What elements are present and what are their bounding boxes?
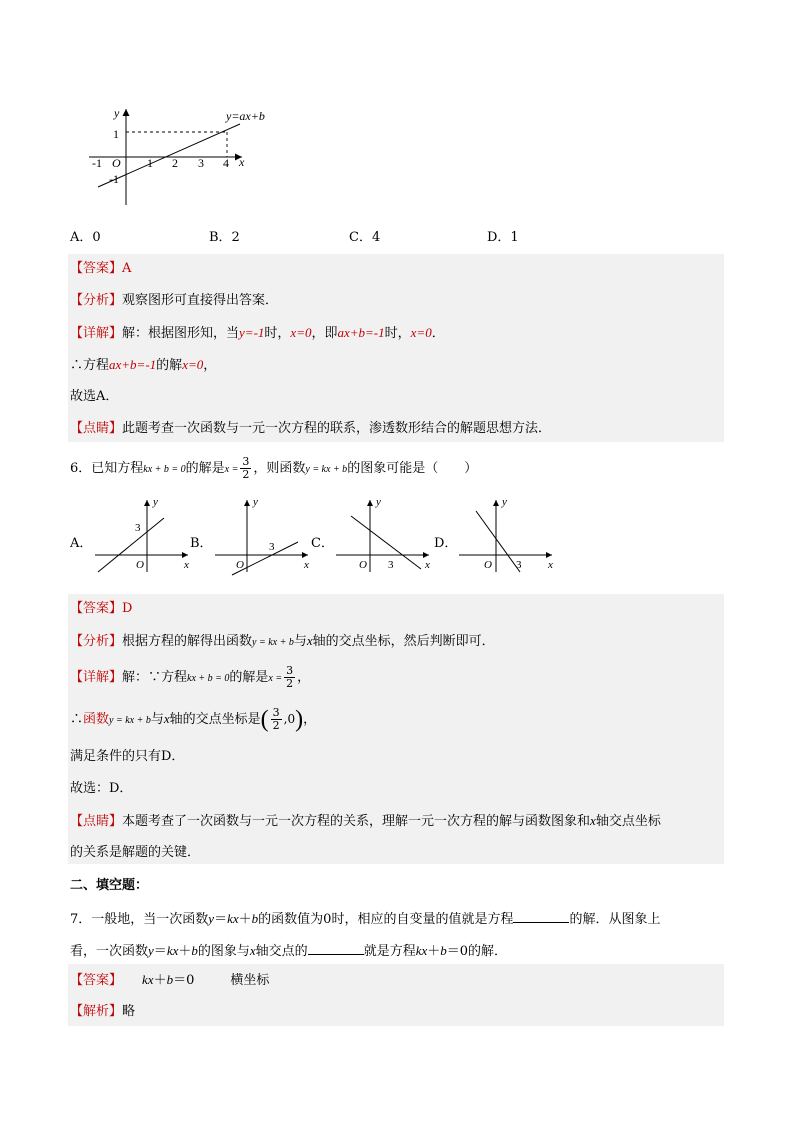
svg-text:x: x <box>184 559 189 571</box>
svg-text:x: x <box>425 559 430 571</box>
q7-blank-1[interactable] <box>513 908 569 923</box>
svg-text:O: O <box>136 559 144 571</box>
origin-label: O <box>112 156 121 170</box>
tick-x3: 3 <box>198 156 204 170</box>
q6-stem: 6．已知方程kx + b = 0的解是x = $\frac{3}{2}$ ，则函数y = kx + b的图象可能是（ ） <box>70 455 478 481</box>
q5-solution-block <box>68 254 724 442</box>
q7-answer: 【答案】 kx＋b＝0 横坐标 <box>70 972 270 988</box>
q5-option-d: D．1 <box>487 230 519 245</box>
x-axis-label: x <box>239 155 245 169</box>
q5-therefore: ∴方程ax+b=-1的解x=0， <box>70 357 217 373</box>
svg-text:x: x <box>304 559 309 571</box>
tick-x4: 4 <box>223 156 229 170</box>
q5-choose: 故选A． <box>70 389 119 404</box>
q6-option-d-label: D． <box>434 536 458 551</box>
q7-line2: 看，一次函数y＝kx＋b的图象与x轴交点的 就是方程kx＋b＝0的解． <box>70 940 507 962</box>
q6-graph-d <box>456 494 560 576</box>
q6-only: 满足条件的只有D． <box>70 749 185 764</box>
q5-detail: 【详解】解：根据图形知，当y=-1时，x=0，即ax+b=-1时，x=0． <box>70 325 445 341</box>
q6-therefore-fraction: $\frac{3}{2}$ <box>272 706 280 732</box>
graph-a-line <box>98 518 164 572</box>
graph-d-line <box>476 511 520 572</box>
q6-option-c-label: C． <box>311 536 334 551</box>
q5-option-a: A．0 <box>70 230 101 245</box>
q6-detail-fraction: $\frac{3}{2}$ <box>286 664 294 690</box>
q6-comment: 【点睛】本题考查了一次函数与一元一次方程的关系，理解一元一次方程的解与函数图象和x轴交点坐标 <box>70 813 661 829</box>
q5-graph <box>84 102 284 212</box>
svg-text:3: 3 <box>388 559 394 571</box>
q5-analysis: 【分析】观察图形可直接得出答案． <box>70 293 279 308</box>
q7-blank-2[interactable] <box>308 940 364 955</box>
y-axis-arrow <box>123 109 130 116</box>
q5-comment: 【点睛】此题考查一次函数与一元一次方程的联系，渗透数形结合的解题思想方法． <box>70 421 552 436</box>
tick-xm1: -1 <box>92 156 102 170</box>
q6-option-a-label: A． <box>70 536 93 551</box>
section-title: 二、填空题： <box>70 878 149 893</box>
q5-option-c: C．4 <box>349 230 381 245</box>
tick-ym1: -1 <box>109 172 119 186</box>
svg-text:y: y <box>153 496 158 508</box>
q6-therefore: ∴函数y = kx + b与x轴的交点坐标是( $\frac{3}{2}$ ,0)， <box>70 706 317 733</box>
tick-y1: 1 <box>113 127 119 141</box>
q6-choose: 故选：D． <box>70 781 133 796</box>
svg-text:x: x <box>548 559 553 571</box>
svg-text:O: O <box>236 559 244 571</box>
svg-text:3: 3 <box>516 559 522 571</box>
curve-label: y=ax+b <box>226 109 265 123</box>
svg-text:O: O <box>359 559 367 571</box>
tick-x2: 2 <box>172 156 178 170</box>
q5-answer: 【答案】A <box>70 261 132 276</box>
q6-analysis: 【分析】根据方程的解得出函数y = kx + b与x轴的交点坐标，然后判断即可． <box>70 633 495 649</box>
svg-text:y: y <box>502 496 507 508</box>
q7-explain: 【解析】略 <box>70 1004 136 1019</box>
q6-option-b-label: B． <box>190 536 213 551</box>
q6-detail: 【详解】解：∵方程kx + b = 0的解是x = $\frac{3}{2}$ ， <box>70 664 311 690</box>
q6-comment-cont: 的关系是解题的关键． <box>70 845 201 860</box>
svg-text:O: O <box>484 559 492 571</box>
q6-graph-b <box>212 494 316 576</box>
q5-option-b: B．2 <box>209 230 240 245</box>
q6-answer: 【答案】D <box>70 601 133 616</box>
svg-text:3: 3 <box>135 522 141 534</box>
q6-graph-a <box>92 494 196 576</box>
q6-stem-fraction: $\frac{3}{2}$ <box>242 455 250 481</box>
svg-text:3: 3 <box>269 541 275 553</box>
q6-graph-c <box>333 494 437 576</box>
q7-line1: 7．一般地，当一次函数y＝kx＋b的函数值为0时，相应的自变量的值就是方程 的解．从图象上 <box>70 908 660 930</box>
y-axis-label: y <box>114 106 120 120</box>
tick-x1: 1 <box>147 156 153 170</box>
svg-text:y: y <box>253 496 258 508</box>
svg-text:y: y <box>376 496 381 508</box>
